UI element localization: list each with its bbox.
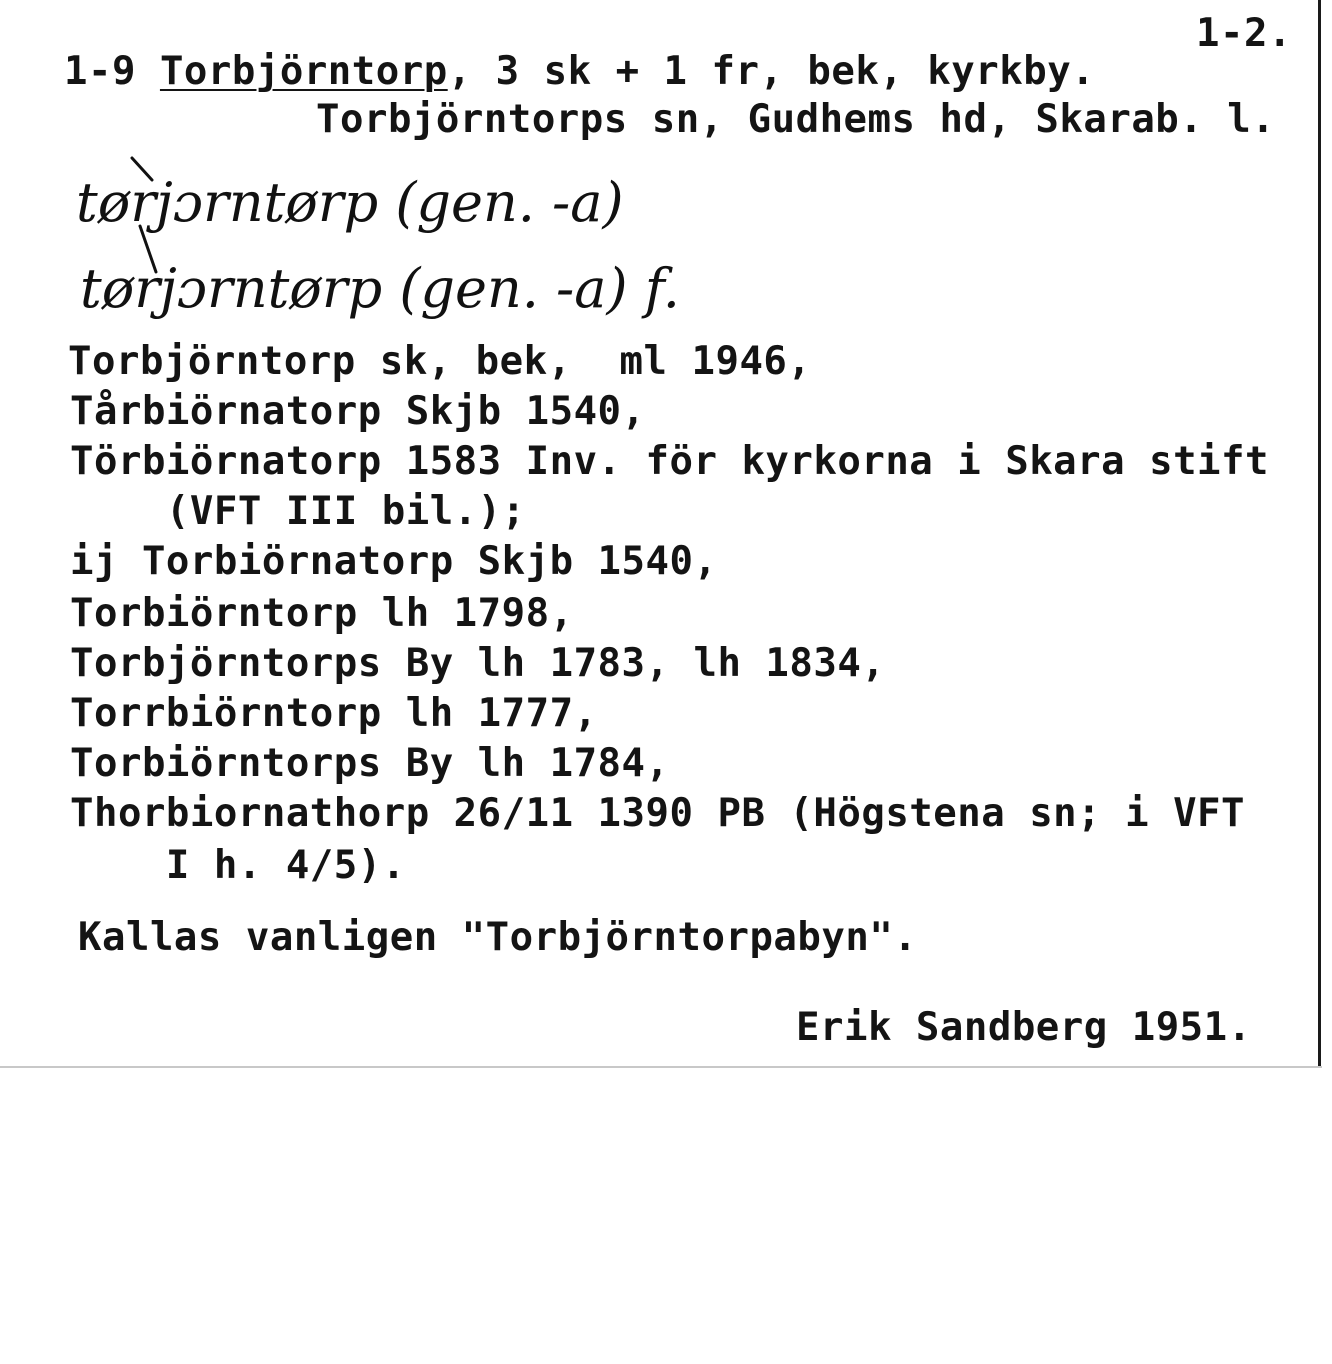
form-line-10: Thorbiornathorp 26/11 1390 PB (Högstena sn; i VFT (70, 791, 1246, 836)
form-line-8: Torrbiörntorp lh 1777, (70, 691, 598, 736)
form-line-3: Törbiörnatorp 1583 Inv. för kyrkorna i Skara stift (70, 439, 1269, 484)
form-line-1: Torbjörntorp sk, bek, ml 1946, (68, 339, 812, 384)
card-number: 1-2. (1196, 11, 1292, 56)
signature: Erik Sandberg 1951. (796, 1005, 1252, 1050)
form-line-6: Torbiörntorp lh 1798, (70, 591, 574, 636)
card-right-border (1318, 0, 1321, 1068)
form-line-9: Torbiörntorps By lh 1784, (70, 741, 670, 786)
header-details: , 3 sk + 1 fr, bek, kyrkby. (447, 49, 1096, 94)
card-bottom-border (0, 1066, 1322, 1068)
form-line-2: Tårbiörnatorp Skjb 1540, (70, 389, 646, 434)
note: Kallas vanligen "Torbjörntorpabyn". (78, 915, 918, 960)
form-line-5: ij Torbiörnatorp Skjb 1540, (70, 539, 718, 584)
form-line-11: I h. 4/5). (70, 843, 406, 888)
handwritten-accent-mark (134, 220, 184, 280)
header-line (64, 49, 1096, 94)
handwritten-pronunciation-2-text: tørjɔrntørp (gen. -a) f. (80, 257, 680, 320)
handwritten-accent-mark (128, 154, 168, 194)
form-line-4: (VFT III bil.); (70, 489, 526, 534)
header-place-name: Torbjörntorp (159, 49, 448, 94)
header-location: Torbjörntorps sn, Gudhems hd, Skarab. l. (316, 97, 1276, 142)
form-line-7: Torbjörntorps By lh 1783, lh 1834, (70, 641, 886, 686)
header-range: 1-9 (64, 49, 136, 94)
handwritten-pronunciation-1-text: tørjɔrntørp (gen. -a) (76, 171, 624, 234)
handwritten-pronunciation-2 (80, 257, 680, 320)
